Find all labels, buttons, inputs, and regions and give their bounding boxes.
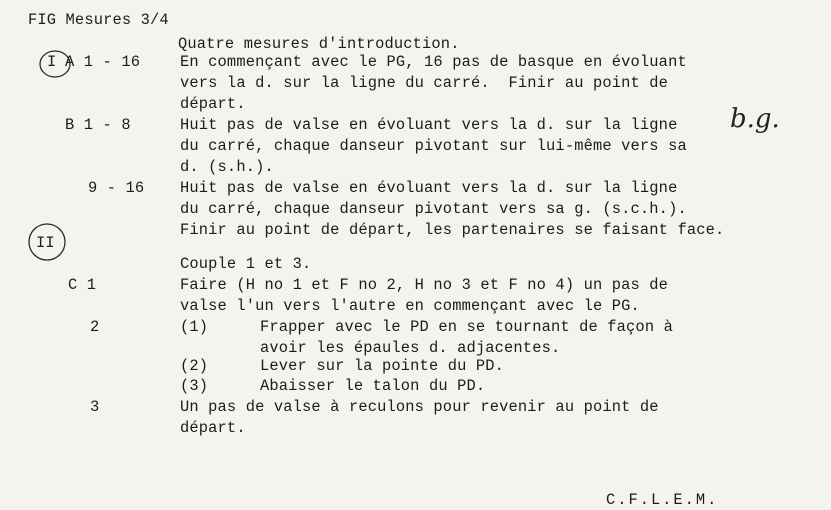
part-c-line-3: Finir au point de départ, les partenaires se faisant face. bbox=[180, 221, 725, 239]
substep-1-num: (1) bbox=[180, 318, 209, 336]
page-title: FIG Mesures 3/4 bbox=[28, 11, 169, 29]
step-3-line-1: Un pas de valse à reculons pour revenir au point de bbox=[180, 398, 659, 416]
section-numeral-ii: II bbox=[36, 234, 55, 252]
part-c-line-1: Huit pas de valse en évoluant vers la d. sur la ligne bbox=[180, 179, 678, 197]
step-3-label: 3 bbox=[90, 398, 100, 416]
part-c-line-2: du carré, chaque danseur pivotant vers sa g. (s.c.h.). bbox=[180, 200, 687, 218]
c1-line-1: Faire (H no 1 et F no 2, H no 3 et F no 4) un pas de bbox=[180, 276, 669, 294]
margin-note: b.g. bbox=[730, 104, 780, 134]
substep-2-line-1: Lever sur la pointe du PD. bbox=[260, 357, 505, 375]
couple-line: Couple 1 et 3. bbox=[180, 255, 312, 273]
c1-line-2: valse l'un vers l'autre en commençant avec le PG. bbox=[180, 297, 640, 315]
part-c-label: 9 - 16 bbox=[88, 179, 145, 197]
step-3-line-2: départ. bbox=[180, 419, 246, 437]
part-b-line-1: Huit pas de valse en évoluant vers la d. sur la ligne bbox=[180, 116, 678, 134]
part-a-line-2: vers la d. sur la ligne du carré. Finir au point de bbox=[180, 74, 669, 92]
footer-mark: C.F.L.E.M. bbox=[606, 491, 719, 509]
part-a-line-3: départ. bbox=[180, 95, 246, 113]
substep-3-line-1: Abaisser le talon du PD. bbox=[260, 377, 486, 395]
part-a-line-1: En commençant avec le PG, 16 pas de basque en évoluant bbox=[180, 53, 687, 71]
part-b-line-3: d. (s.h.). bbox=[180, 158, 274, 176]
part-b-label: B 1 - 8 bbox=[65, 116, 131, 134]
substep-1-line-1: Frapper avec le PD en se tournant de façon à bbox=[260, 318, 673, 336]
section-numeral-i: I bbox=[47, 53, 57, 71]
step-2-label: 2 bbox=[90, 318, 100, 336]
substep-3-num: (3) bbox=[180, 377, 209, 395]
substep-1-line-2: avoir les épaules d. adjacentes. bbox=[260, 339, 561, 357]
c1-label: C 1 bbox=[68, 276, 97, 294]
part-a-label: A 1 - 16 bbox=[65, 53, 141, 71]
substep-2-num: (2) bbox=[180, 357, 209, 375]
intro-line: Quatre mesures d'introduction. bbox=[178, 35, 460, 53]
part-b-line-2: du carré, chaque danseur pivotant sur lui-même vers sa bbox=[180, 137, 687, 155]
